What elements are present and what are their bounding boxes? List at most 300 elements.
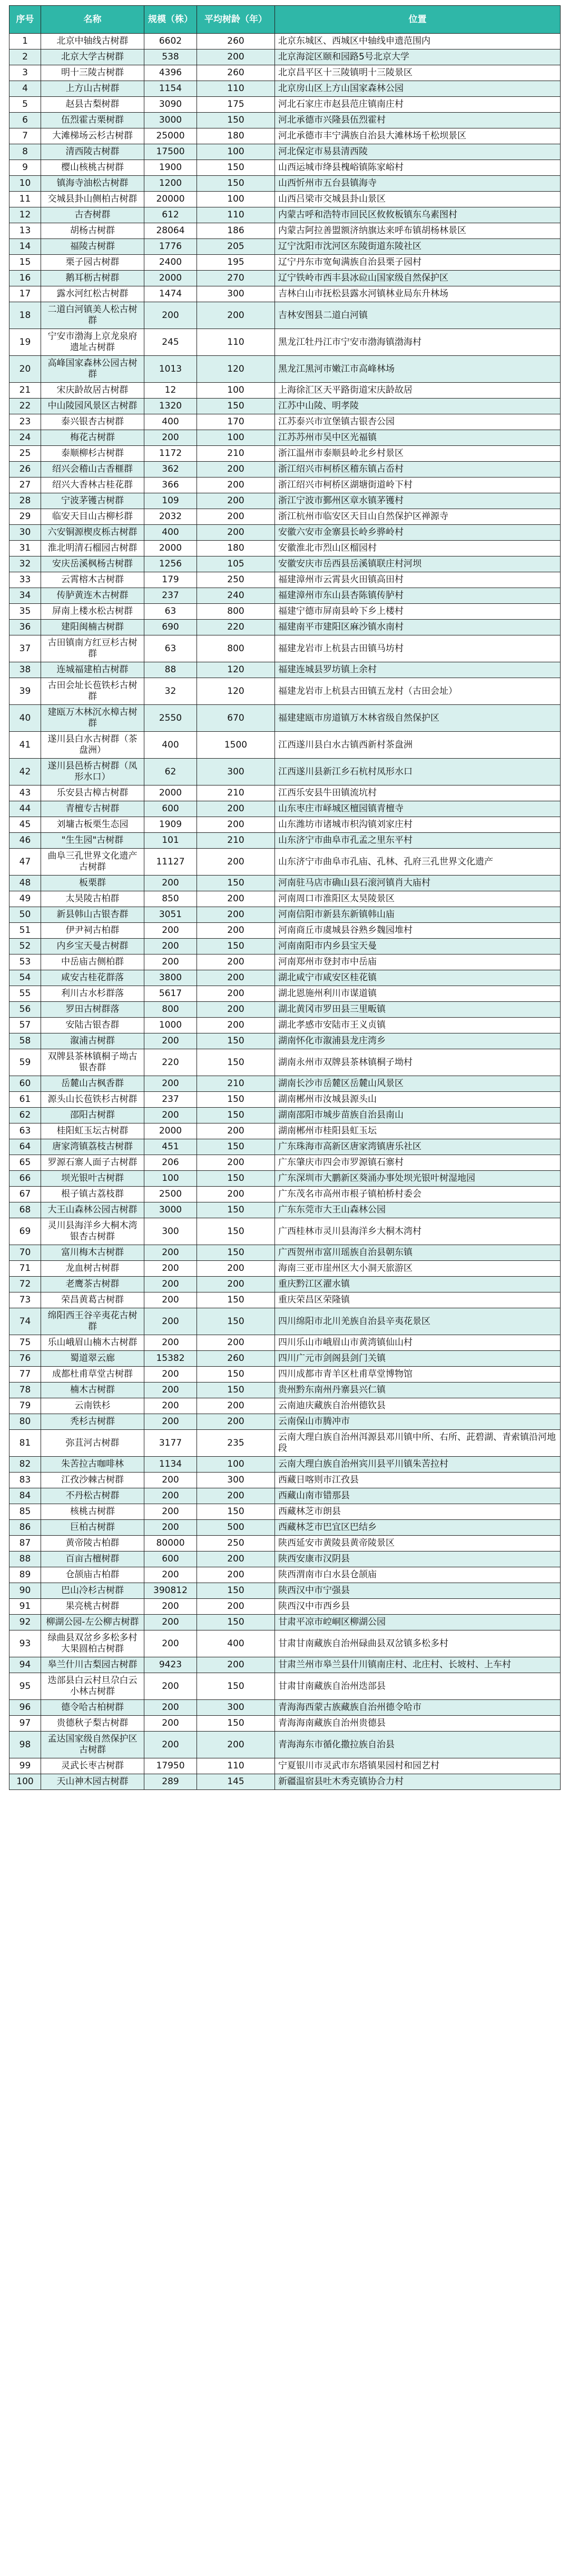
cell-scale: 200	[144, 1108, 197, 1123]
cell-index: 48	[9, 876, 41, 891]
table-row	[9, 1308, 561, 1335]
cell-scale: 2000	[144, 271, 197, 286]
table-row	[9, 160, 561, 176]
cell-name: 绍兴会稽山古香榧群	[41, 462, 144, 478]
table-row	[9, 662, 561, 678]
cell-location: 福建南平市建阳区麻沙镇水南村	[275, 620, 561, 635]
cell-name: 内乡宝天曼古树群	[41, 939, 144, 954]
cell-average-age: 200	[197, 1551, 275, 1567]
cell-average-age: 100	[197, 192, 275, 207]
cell-average-age: 200	[197, 1599, 275, 1615]
cell-average-age: 800	[197, 635, 275, 662]
cell-index: 26	[9, 462, 41, 478]
cell-average-age: 250	[197, 572, 275, 588]
cell-scale: 200	[144, 1504, 197, 1520]
cell-index: 63	[9, 1123, 41, 1139]
table-row	[9, 785, 561, 801]
table-row	[9, 34, 561, 49]
cell-index: 9	[9, 160, 41, 176]
cell-name: 荣昌黄葛古树群	[41, 1292, 144, 1308]
table-row	[9, 223, 561, 239]
cell-name: 不丹松古树群	[41, 1488, 144, 1504]
cell-scale: 200	[144, 1615, 197, 1630]
cell-name: 传胪黄连木古树群	[41, 588, 144, 604]
header-index: 序号	[9, 6, 41, 34]
cell-average-age: 180	[197, 128, 275, 144]
cell-average-age: 200	[197, 1335, 275, 1351]
cell-scale: 17500	[144, 144, 197, 160]
cell-name: 灵武长枣古树群	[41, 1758, 144, 1774]
cell-average-age: 150	[197, 1383, 275, 1398]
cell-location: 广东东莞市大王山森林公园	[275, 1202, 561, 1218]
cell-location: 海南三亚市崖州区大小洞天旅游区	[275, 1261, 561, 1277]
cell-scale: 200	[144, 939, 197, 954]
cell-location: 陕西延安市黄陵县黄帝陵景区	[275, 1536, 561, 1551]
cell-name: 德令哈古柏树群	[41, 1700, 144, 1716]
cell-index: 53	[9, 954, 41, 970]
cell-location: 广东珠海市高新区唐家湾镇唐乐社区	[275, 1139, 561, 1155]
table-row	[9, 1367, 561, 1383]
cell-location: 山西吕梁市交城县卦山景区	[275, 192, 561, 207]
cell-index: 67	[9, 1187, 41, 1202]
cell-average-age: 300	[197, 759, 275, 785]
cell-scale: 2500	[144, 1187, 197, 1202]
cell-name: 龙血树古树群	[41, 1261, 144, 1277]
cell-location: 河南南阳市内乡县宝天曼	[275, 939, 561, 954]
cell-name: 蜀道翠云廊	[41, 1351, 144, 1367]
cell-index: 42	[9, 759, 41, 785]
cell-name: 赵县古梨树群	[41, 97, 144, 113]
cell-location: 重庆荣昌区荣隆镇	[275, 1292, 561, 1308]
cell-index: 24	[9, 430, 41, 446]
cell-index: 30	[9, 525, 41, 541]
cell-index: 80	[9, 1414, 41, 1430]
cell-name: 胡杨古树群	[41, 223, 144, 239]
cell-average-age: 150	[197, 1245, 275, 1261]
cell-scale: 2400	[144, 255, 197, 271]
cell-index: 37	[9, 635, 41, 662]
cell-location: 吉林白山市抚松县露水河镇林业局东升林场	[275, 286, 561, 302]
cell-average-age: 105	[197, 556, 275, 572]
cell-scale: 200	[144, 1488, 197, 1504]
cell-name: 孟达国家级自然保护区古树群	[41, 1732, 144, 1758]
cell-index: 75	[9, 1335, 41, 1351]
cell-average-age: 250	[197, 1536, 275, 1551]
cell-name: 古杏树群	[41, 207, 144, 223]
table-row	[9, 1673, 561, 1700]
cell-name: 梅花古树群	[41, 430, 144, 446]
cell-name: 青檀专古树群	[41, 801, 144, 817]
cell-index: 41	[9, 732, 41, 759]
cell-location: 山西运城市绛县槐峪镇陈家峪村	[275, 160, 561, 176]
cell-scale: 3000	[144, 113, 197, 128]
table-row	[9, 207, 561, 223]
cell-scale: 1134	[144, 1457, 197, 1473]
cell-location: 江西乐安县牛田镇流坑村	[275, 785, 561, 801]
cell-name: 根子镇古荔枝群	[41, 1187, 144, 1202]
cell-location: 浙江绍兴市柯桥区湖塘街道岭下村	[275, 478, 561, 493]
cell-location: 青海海南藏族自治州贵德县	[275, 1716, 561, 1732]
cell-index: 98	[9, 1732, 41, 1758]
cell-location: 江苏泰兴市宣堡镇古银杏公园	[275, 414, 561, 430]
table-row	[9, 1033, 561, 1049]
cell-scale: 200	[144, 1076, 197, 1092]
cell-index: 82	[9, 1457, 41, 1473]
cell-name: 柳湖公园-左公柳古树群	[41, 1615, 144, 1630]
cell-scale: 12	[144, 383, 197, 399]
cell-index: 58	[9, 1033, 41, 1049]
cell-location: 河南郑州市登封市中岳庙	[275, 954, 561, 970]
cell-scale: 1776	[144, 239, 197, 255]
cell-name: 成都杜甫草堂古树群	[41, 1367, 144, 1383]
cell-location: 云南大理白族自治州洱源县邓川镇中所、右所、茈碧湖、青索镇沿河地段	[275, 1430, 561, 1457]
cell-name: 富川梅木古树群	[41, 1245, 144, 1261]
cell-name: 老鹰茶古树群	[41, 1277, 144, 1292]
table-row	[9, 1398, 561, 1414]
cell-average-age: 235	[197, 1430, 275, 1457]
table-row	[9, 1488, 561, 1504]
table-row	[9, 1049, 561, 1076]
table-row	[9, 849, 561, 876]
cell-name: 桂阳虹玉坛古树群	[41, 1123, 144, 1139]
cell-location: 湖北孝感市安陆市王义贞镇	[275, 1018, 561, 1033]
cell-name: 安庆岳溪枫杨古树群	[41, 556, 144, 572]
cell-name: 源头山长苞铁杉古树群	[41, 1092, 144, 1108]
table-row	[9, 1457, 561, 1473]
cell-location: 陕西安康市汉阴县	[275, 1551, 561, 1567]
cell-average-age: 175	[197, 97, 275, 113]
cell-average-age: 200	[197, 954, 275, 970]
cell-average-age: 670	[197, 705, 275, 732]
cell-average-age: 150	[197, 160, 275, 176]
cell-index: 22	[9, 399, 41, 414]
cell-location: 四川乐山市峨眉山市黄湾镇仙山村	[275, 1335, 561, 1351]
cell-location: 湖南长沙市岳麓区岳麓山风景区	[275, 1076, 561, 1092]
cell-scale: 200	[144, 1292, 197, 1308]
cell-index: 18	[9, 302, 41, 329]
cell-scale: 200	[144, 1599, 197, 1615]
cell-name: 贵德秋子梨古树群	[41, 1716, 144, 1732]
cell-location: 河南商丘市虞城县谷熟乡魏园堆村	[275, 923, 561, 939]
cell-name: 中山陵园风景区古树群	[41, 399, 144, 414]
cell-name: 临安天目山古柳杉群	[41, 509, 144, 525]
cell-index: 2	[9, 49, 41, 65]
table-row	[9, 1108, 561, 1123]
cell-average-age: 120	[197, 356, 275, 383]
table-row	[9, 876, 561, 891]
cell-location: 湖南郴州市汝城县源头山	[275, 1092, 561, 1108]
cell-location: 山东济宁市曲阜市孔庙、孔林、孔府三孔世界文化遗产	[275, 849, 561, 876]
cell-name: 曲阜三孔世界文化遗产古树群	[41, 849, 144, 876]
cell-index: 34	[9, 588, 41, 604]
cell-name: 大王山森林公园古树群	[41, 1202, 144, 1218]
cell-scale: 200	[144, 1414, 197, 1430]
cell-average-age: 400	[197, 1630, 275, 1657]
cell-average-age: 110	[197, 207, 275, 223]
cell-index: 89	[9, 1567, 41, 1583]
table-row	[9, 1567, 561, 1583]
cell-average-age: 210	[197, 1076, 275, 1092]
cell-name: 太昊陵古柏群	[41, 891, 144, 907]
cell-location: 湖北恩施州利川市谋道镇	[275, 986, 561, 1002]
cell-average-age: 200	[197, 1123, 275, 1139]
cell-average-age: 100	[197, 1457, 275, 1473]
cell-index: 88	[9, 1551, 41, 1567]
cell-average-age: 260	[197, 34, 275, 49]
cell-scale: 1900	[144, 160, 197, 176]
cell-name: 建瓯万木林沉水樟古树群	[41, 705, 144, 732]
cell-average-age: 300	[197, 1473, 275, 1488]
header-location: 位置	[275, 6, 561, 34]
cell-scale: 2032	[144, 509, 197, 525]
cell-name: 伍烈霍古栗树群	[41, 113, 144, 128]
cell-average-age: 200	[197, 801, 275, 817]
cell-scale: 3800	[144, 970, 197, 986]
cell-index: 85	[9, 1504, 41, 1520]
cell-average-age: 200	[197, 525, 275, 541]
cell-location: 湖北黄冈市罗田县三里畈镇	[275, 1002, 561, 1018]
cell-index: 78	[9, 1383, 41, 1398]
cell-scale: 63	[144, 635, 197, 662]
cell-scale: 850	[144, 891, 197, 907]
cell-average-age: 120	[197, 678, 275, 705]
cell-scale: 200	[144, 1383, 197, 1398]
cell-scale: 200	[144, 1308, 197, 1335]
cell-location: 陕西汉中市西乡县	[275, 1599, 561, 1615]
cell-scale: 9423	[144, 1657, 197, 1673]
cell-average-age: 150	[197, 1049, 275, 1076]
cell-scale: 451	[144, 1139, 197, 1155]
cell-average-age: 200	[197, 1732, 275, 1758]
cell-average-age: 200	[197, 1261, 275, 1277]
cell-name: 黄帝陵古柏群	[41, 1536, 144, 1551]
cell-location: 河北承德市兴隆县伍烈霍村	[275, 113, 561, 128]
cell-location: 甘肃甘南藏族自治州碌曲县双岔镇多松多村	[275, 1630, 561, 1657]
cell-average-age: 200	[197, 970, 275, 986]
cell-scale: 2000	[144, 785, 197, 801]
table-row	[9, 286, 561, 302]
cell-index: 54	[9, 970, 41, 986]
cell-index: 61	[9, 1092, 41, 1108]
cell-index: 47	[9, 849, 41, 876]
cell-name: 皋兰什川古梨园古树群	[41, 1657, 144, 1673]
cell-name: 利川古水杉群落	[41, 986, 144, 1002]
cell-location: 北京海淀区颐和园路5号北京大学	[275, 49, 561, 65]
cell-location: 青海海西蒙古族藏族自治州德令哈市	[275, 1700, 561, 1716]
cell-average-age: 180	[197, 541, 275, 556]
cell-scale: 206	[144, 1155, 197, 1171]
table-row	[9, 493, 561, 509]
table-row	[9, 1335, 561, 1351]
cell-index: 44	[9, 801, 41, 817]
cell-scale: 63	[144, 604, 197, 620]
cell-location: 四川绵阳市北川羌族自治县辛夷花景区	[275, 1308, 561, 1335]
cell-average-age: 150	[197, 176, 275, 192]
cell-average-age: 150	[197, 939, 275, 954]
cell-location: 江苏苏州市吴中区光福镇	[275, 430, 561, 446]
cell-index: 68	[9, 1202, 41, 1218]
cell-average-age: 200	[197, 907, 275, 923]
cell-scale: 1256	[144, 556, 197, 572]
cell-average-age: 150	[197, 1504, 275, 1520]
cell-average-age: 240	[197, 588, 275, 604]
cell-scale: 200	[144, 1277, 197, 1292]
cell-average-age: 200	[197, 849, 275, 876]
cell-name: 淮北明清石榴园古树群	[41, 541, 144, 556]
table-row	[9, 176, 561, 192]
cell-index: 43	[9, 785, 41, 801]
cell-scale: 200	[144, 1732, 197, 1758]
header-name: 名称	[41, 6, 144, 34]
table-row	[9, 1504, 561, 1520]
cell-index: 51	[9, 923, 41, 939]
cell-name: 坝光银叶古树群	[41, 1171, 144, 1187]
cell-name: 宁波茅镬古树群	[41, 493, 144, 509]
table-header	[9, 6, 561, 34]
cell-average-age: 200	[197, 493, 275, 509]
cell-average-age: 200	[197, 1277, 275, 1292]
cell-scale: 1200	[144, 176, 197, 192]
cell-name: 栗子园古树群	[41, 255, 144, 271]
table-row	[9, 891, 561, 907]
table-row	[9, 446, 561, 462]
table-row	[9, 414, 561, 430]
cell-name: 古田镇南方红豆杉古树群	[41, 635, 144, 662]
cell-location: 福建建瓯市房道镇万木林省级自然保护区	[275, 705, 561, 732]
cell-scale: 200	[144, 302, 197, 329]
cell-location: 陕西渭南市白水县仓颉庙	[275, 1567, 561, 1583]
table-row	[9, 801, 561, 817]
cell-scale: 300	[144, 1218, 197, 1245]
cell-location: 河北保定市易县清西陵	[275, 144, 561, 160]
header-row	[9, 6, 561, 34]
table-row	[9, 1261, 561, 1277]
cell-index: 99	[9, 1758, 41, 1774]
cell-name: 北京中轴线古树群	[41, 34, 144, 49]
cell-scale: 200	[144, 1261, 197, 1277]
cell-index: 69	[9, 1218, 41, 1245]
cell-name: 双牌县茶林镇桐子坳古银杏群	[41, 1049, 144, 1076]
table-row	[9, 1218, 561, 1245]
table-row	[9, 525, 561, 541]
cell-average-age: 120	[197, 662, 275, 678]
cell-location: 黑龙江黑河市嫩江市高峰林场	[275, 356, 561, 383]
cell-average-age: 300	[197, 1700, 275, 1716]
cell-index: 65	[9, 1155, 41, 1171]
cell-average-age: 500	[197, 1520, 275, 1536]
cell-index: 96	[9, 1700, 41, 1716]
cell-name: 仓颉庙古柏群	[41, 1567, 144, 1583]
cell-scale: 600	[144, 801, 197, 817]
cell-scale: 200	[144, 954, 197, 970]
table-row	[9, 113, 561, 128]
cell-index: 77	[9, 1367, 41, 1383]
cell-location: 福建连城县罗坊镇上余村	[275, 662, 561, 678]
cell-location: 贵州黔东南州丹寨县兴仁镇	[275, 1383, 561, 1398]
table-row	[9, 509, 561, 525]
cell-location: 吉林安图县二道白河镇	[275, 302, 561, 329]
cell-name: 楠木古树群	[41, 1383, 144, 1398]
cell-location: 辽宁铁岭市西丰县冰砬山国家级自然保护区	[275, 271, 561, 286]
cell-name: 二道白河镇美人松古树群	[41, 302, 144, 329]
cell-location: 河北石家庄市赵县范庄镇南庄村	[275, 97, 561, 113]
cell-location: 山东枣庄市峄城区檀园镇青檀寺	[275, 801, 561, 817]
cell-location: 河南驻马店市确山县石滚河镇肖大庙村	[275, 876, 561, 891]
cell-location: 广东茂名市高州市根子镇柏桥村委会	[275, 1187, 561, 1202]
cell-location: 西藏日喀则市江孜县	[275, 1473, 561, 1488]
cell-scale: 4396	[144, 65, 197, 81]
table-row	[9, 271, 561, 286]
table-row	[9, 399, 561, 414]
table-row	[9, 1630, 561, 1657]
cell-index: 70	[9, 1245, 41, 1261]
cell-index: 93	[9, 1630, 41, 1657]
cell-average-age: 100	[197, 383, 275, 399]
cell-average-age: 110	[197, 81, 275, 97]
cell-index: 73	[9, 1292, 41, 1308]
cell-location: 山东潍坊市诸城市枳沟镇刘家庄村	[275, 817, 561, 833]
cell-average-age: 150	[197, 1139, 275, 1155]
cell-location: 甘肃甘南藏族自治州迭部县	[275, 1673, 561, 1700]
cell-average-age: 150	[197, 1367, 275, 1383]
cell-scale: 538	[144, 49, 197, 65]
table-row	[9, 1187, 561, 1202]
cell-scale: 200	[144, 1630, 197, 1657]
table-row	[9, 1139, 561, 1155]
cell-average-age: 150	[197, 1033, 275, 1049]
cell-average-age: 200	[197, 1187, 275, 1202]
cell-index: 90	[9, 1583, 41, 1599]
table-row	[9, 478, 561, 493]
cell-location: 新疆温宿县吐木秀克镇协合力村	[275, 1774, 561, 1790]
cell-location: 安徽六安市金寨县长岭乡骅岭村	[275, 525, 561, 541]
cell-scale: 400	[144, 414, 197, 430]
table-row	[9, 1473, 561, 1488]
cell-index: 40	[9, 705, 41, 732]
cell-scale: 32	[144, 678, 197, 705]
table-row	[9, 678, 561, 705]
cell-scale: 80000	[144, 1536, 197, 1551]
cell-average-age: 260	[197, 1351, 275, 1367]
table-row	[9, 462, 561, 478]
cell-average-age: 200	[197, 1567, 275, 1583]
table-row	[9, 635, 561, 662]
cell-index: 32	[9, 556, 41, 572]
cell-location: 福建漳州市云霄县火田镇高田村	[275, 572, 561, 588]
cell-scale: 2000	[144, 541, 197, 556]
cell-location: 福建宁德市屏南县岭下乡上楼村	[275, 604, 561, 620]
cell-name: 乐山峨眉山楠木古树群	[41, 1335, 144, 1351]
cell-name: 岳麓山古枫香群	[41, 1076, 144, 1092]
cell-scale: 100	[144, 1171, 197, 1187]
cell-location: 黑龙江牡丹江市宁安市渤海镇渤海村	[275, 329, 561, 356]
cell-index: 81	[9, 1430, 41, 1457]
table-row	[9, 1732, 561, 1758]
cell-average-age: 150	[197, 1171, 275, 1187]
cell-average-age: 200	[197, 891, 275, 907]
cell-index: 56	[9, 1002, 41, 1018]
cell-name: 邵阳古树群	[41, 1108, 144, 1123]
cell-location: 四川成都市青羊区杜甫草堂博物馆	[275, 1367, 561, 1383]
cell-index: 13	[9, 223, 41, 239]
cell-name: 高峰国家森林公园古树群	[41, 356, 144, 383]
table-row	[9, 1414, 561, 1430]
cell-location: 福建龙岩市上杭县古田镇五龙村（古田会址）	[275, 678, 561, 705]
cell-location: 四川广元市剑阁县剑门关镇	[275, 1351, 561, 1367]
cell-name: 古田会址长苞铁杉古树群	[41, 678, 144, 705]
table-row	[9, 383, 561, 399]
cell-average-age: 150	[197, 1108, 275, 1123]
